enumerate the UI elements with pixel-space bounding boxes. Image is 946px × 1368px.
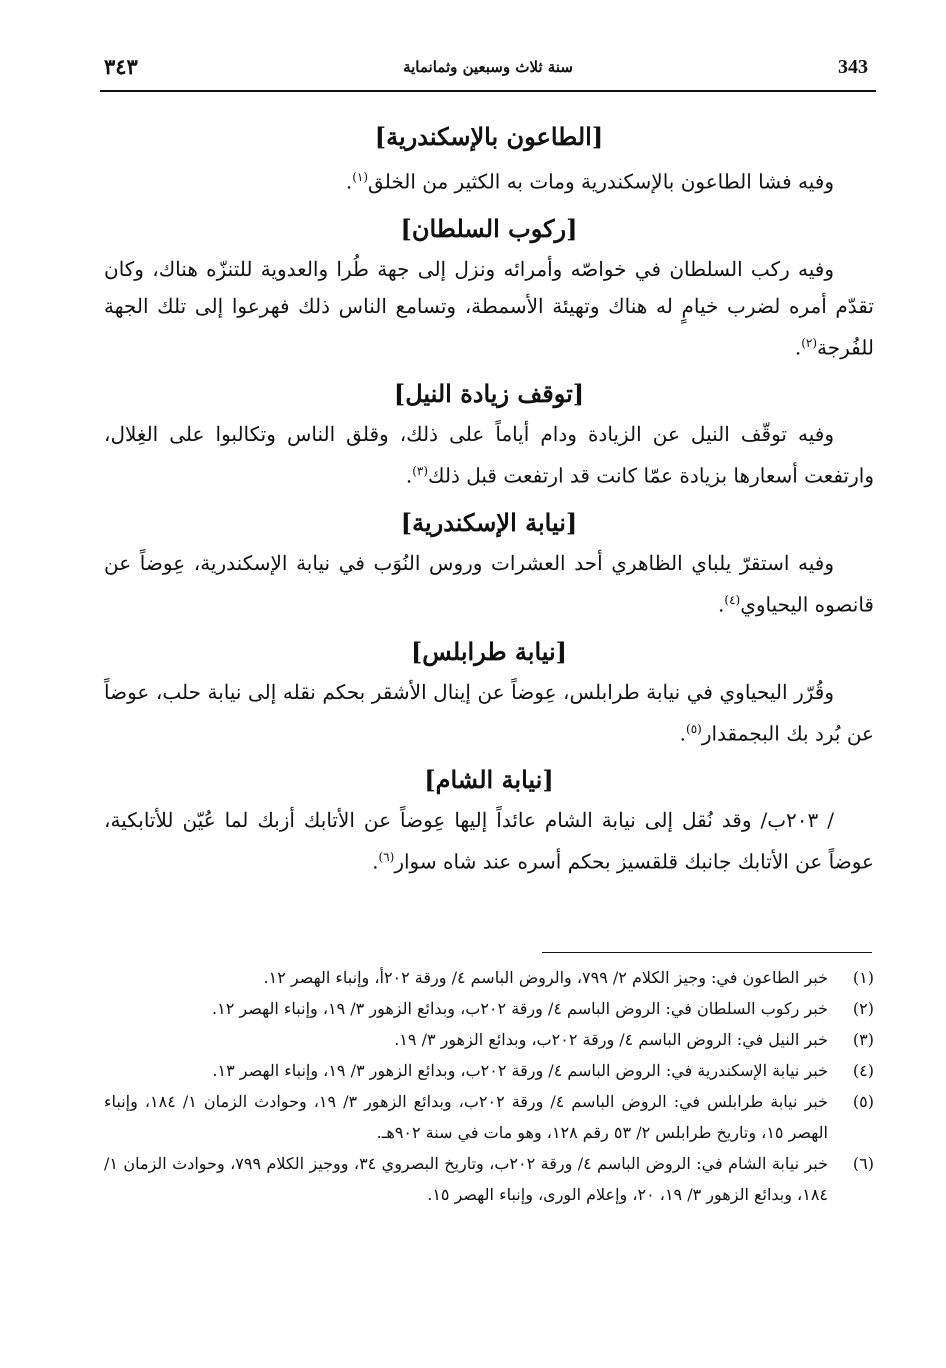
section-heading: [توقف زيادة النيل] bbox=[393, 379, 585, 409]
paragraph: / ٢٠٣ب/ وقد نُقل إلى نيابة الشام عائداً إليها عِوضاً عن الأتابك أزبك لما عُيّن للأتابكية، عوضاً عن الأتابك جانبك قلقسيز بحكم أسره عند شاه سوار$^{(٦)}$. bbox=[104, 808, 874, 874]
footnote-ref: (١) bbox=[352, 170, 369, 184]
main-text bbox=[104, 115, 874, 887]
section-heading: [نيابة طرابلس] bbox=[410, 636, 568, 666]
footnote-ref: (٢) bbox=[801, 335, 818, 350]
footnote bbox=[104, 1148, 874, 1210]
footnote bbox=[104, 1024, 874, 1055]
footnote bbox=[104, 962, 874, 993]
paragraph: وفيه توقّف النيل عن الزيادة ودام أياماً على ذلك، وقلق الناس وتكالبوا على الغِلال، وارتفعت أسعارها بزيادة عمّا كانت قد ارتفعت قبل ذلك$^{(٣)}$. bbox=[104, 422, 874, 488]
footnote-number: (٢) bbox=[852, 999, 874, 1018]
footnote-text: خبر نيابة الشام في: الروض الباسم ٤/ ورقة ٢٠٢ب، وتاريخ البصروي ٣٤، ووجيز الكلام ٧٩٩، وحوادث الزمان ١/ ١٨٤، وبدائع الزهور ٣/ ١٩، ٢٠، وإعلام الورى، وإنباء الهصر ١٥. bbox=[104, 1154, 829, 1204]
page-number-arabic: ٣٤٣ bbox=[104, 54, 138, 79]
paragraph: وفيه فشا الطاعون بالإسكندرية ومات به الكثير من الخلق$^{(١)}$. bbox=[345, 169, 834, 194]
section-heading: [ركوب السلطان] bbox=[400, 213, 578, 243]
footnote-text: خبر النيل في: الروض الباسم ٤/ ورقة ٢٠٢ب، وبدائع الزهور ٣/ ١٩. bbox=[394, 1030, 828, 1049]
section-heading: [نيابة الشام] bbox=[424, 765, 554, 795]
section-heading: [نيابة الإسكندرية] bbox=[400, 507, 578, 537]
footnote bbox=[104, 993, 874, 1024]
footnote-ref: (٣) bbox=[412, 464, 429, 479]
footnote-number: (٤) bbox=[852, 1061, 874, 1080]
footnote-separator bbox=[542, 952, 872, 953]
footnote-number: (٥) bbox=[852, 1092, 874, 1111]
section-heading: [الطاعون بالإسكندرية] bbox=[374, 122, 604, 151]
paragraph: وقُرّر اليحياوي في نيابة طرابلس، عِوضاً عن إينال الأشقر بحكم نقله إلى نيابة حلب، عوضاً عن بُرد بك البجمقدار$^{(٥)}$. bbox=[104, 679, 874, 746]
running-title: سنة ثلاث وسبعين وثمانماية bbox=[403, 58, 573, 76]
footnote-text: خبر الطاعون في: وجيز الكلام ٢/ ٧٩٩، والروض الباسم ٤/ ورقة ٢٠٢أ، وإنباء الهصر ١٢. bbox=[263, 968, 828, 987]
page-number-latin: 343 bbox=[838, 56, 868, 78]
footnotes bbox=[104, 962, 874, 1210]
footnote-ref: (٦) bbox=[378, 850, 395, 865]
footnote-text: خبر نيابة الإسكندرية في: الروض الباسم ٤/ ورقة ٢٠٢ب، وبدائع الزهور ٣/ ١٩، وإنباء الهصر ١٣. bbox=[212, 1061, 828, 1080]
footnote-number: (٦) bbox=[852, 1154, 874, 1173]
paragraph: وفيه ركب السلطان في خواصّه وأمرائه ونزل إلى جهة طُرا والعدوية للتنزّه هناك، وكان تقدّم أمره لضرب خيامٍ له هناك وتهيئة الأسمطة، وتسامع الناس ذلك فهرعوا إلى تلك الجهة للفُرجة$^{(٢)}$. bbox=[104, 256, 874, 360]
page-header bbox=[100, 40, 876, 92]
footnote-text: خبر ركوب السلطان في: الروض الباسم ٤/ ورقة ٢٠٢ب، وبدائع الزهور ٣/ ١٩، وإنباء الهصر ١٢. bbox=[212, 999, 828, 1018]
footnote-number: (٣) bbox=[852, 1030, 874, 1049]
book-page bbox=[100, 40, 876, 1340]
footnote-number: (١) bbox=[852, 968, 874, 987]
footnote-text: خبر نيابة طرابلس في: الروض الباسم ٤/ ورقة ٢٠٢ب، وبدائع الزهور ٣/ ١٩، وحوادث الزمان ١/ ١٨٤، وإنباء الهصر ١٥، وتاريخ طرابلس ٢/ ٥٣ رقم ١٢٨، وهو مات في سنة ٩٠٢هـ. bbox=[104, 1092, 829, 1142]
footnote-ref: (٤) bbox=[724, 592, 741, 607]
footnote bbox=[104, 1086, 874, 1148]
footnote-ref: (٥) bbox=[686, 721, 702, 736]
footnote bbox=[104, 1055, 874, 1086]
paragraph: وفيه استقرّ يلباي الظاهري أحد العشرات وروس النُوَب في نيابة الإسكندرية، عِوضاً عن قانصوه اليحياوي$^{(٤)}$. bbox=[104, 550, 874, 617]
